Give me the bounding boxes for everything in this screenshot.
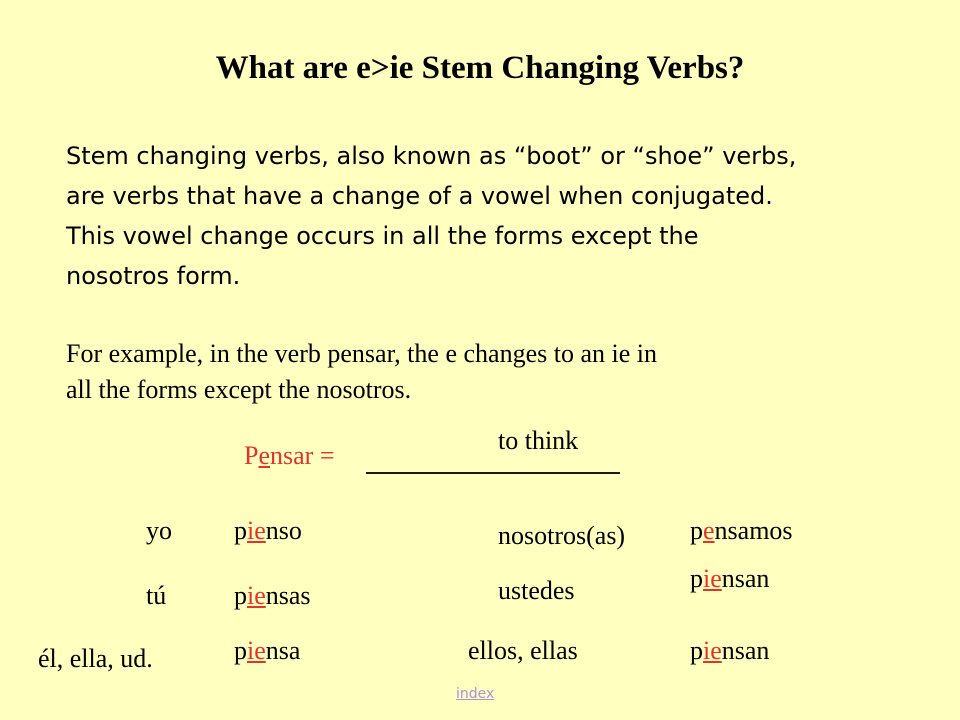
verb-stem-unchanged: e <box>703 516 715 545</box>
intro-line: This vowel change occurs in all the forms except the <box>66 222 699 250</box>
intro-line: Stem changing verbs, also known as “boot” or “shoe” verbs, <box>66 142 797 170</box>
verb-prefix: p <box>234 581 247 610</box>
example-line: all the forms except the nosotros. <box>66 375 412 404</box>
verb-prefix: p <box>690 636 703 665</box>
verb-suffix: nsa <box>265 636 301 665</box>
intro-line: are verbs that have a change of a vowel when conjugated. <box>66 182 773 210</box>
page-title: What are e>ie Stem Changing Verbs? <box>215 50 745 86</box>
example-line: For example, in the verb pensar, the e changes to an ie in <box>66 339 657 368</box>
verb-piensa <box>234 636 300 666</box>
verb-prefix: p <box>234 636 247 665</box>
verb-prefix: p <box>690 516 703 545</box>
pensar-rest: nsar = <box>270 441 335 470</box>
pensar-p: P <box>244 441 259 470</box>
pensar-definition-line <box>244 441 335 471</box>
answer-blank-line <box>366 472 620 474</box>
example-paragraph <box>66 336 866 408</box>
verb-suffix: nso <box>265 516 302 545</box>
verb-stem-change: ie <box>703 564 722 593</box>
pronoun-nosotros: nosotros(as) <box>498 521 626 550</box>
verb-suffix: nsan <box>721 564 770 593</box>
verb-suffix: nsamos <box>714 516 793 545</box>
verb-piensan-ustedes <box>690 564 769 594</box>
verb-piensan-ellos <box>690 636 769 666</box>
verb-pienso <box>234 516 302 546</box>
verb-prefix: p <box>234 516 247 545</box>
pronoun-el-ella-ud: él, ella, ud. <box>38 644 153 673</box>
verb-stem-change: ie <box>247 636 266 665</box>
pensar-meaning: to think <box>498 426 579 455</box>
pronoun-yo: yo <box>146 516 172 545</box>
pensar-stem-vowel: e <box>258 441 271 470</box>
pronoun-ellos-ellas: ellos, ellas <box>468 636 578 665</box>
verb-stem-change: ie <box>703 636 722 665</box>
verb-pensamos <box>690 516 793 546</box>
intro-line: nosotros form. <box>66 262 241 290</box>
pronoun-ustedes: ustedes <box>498 576 575 605</box>
verb-prefix: p <box>690 564 703 593</box>
verb-stem-change: ie <box>247 581 266 610</box>
verb-suffix: nsan <box>721 636 770 665</box>
verb-piensas <box>234 581 311 611</box>
index-link[interactable]: index <box>456 686 495 702</box>
pronoun-tu: tú <box>146 581 167 610</box>
verb-stem-change: ie <box>247 516 266 545</box>
intro-paragraph <box>66 136 936 296</box>
verb-suffix: nsas <box>265 581 311 610</box>
